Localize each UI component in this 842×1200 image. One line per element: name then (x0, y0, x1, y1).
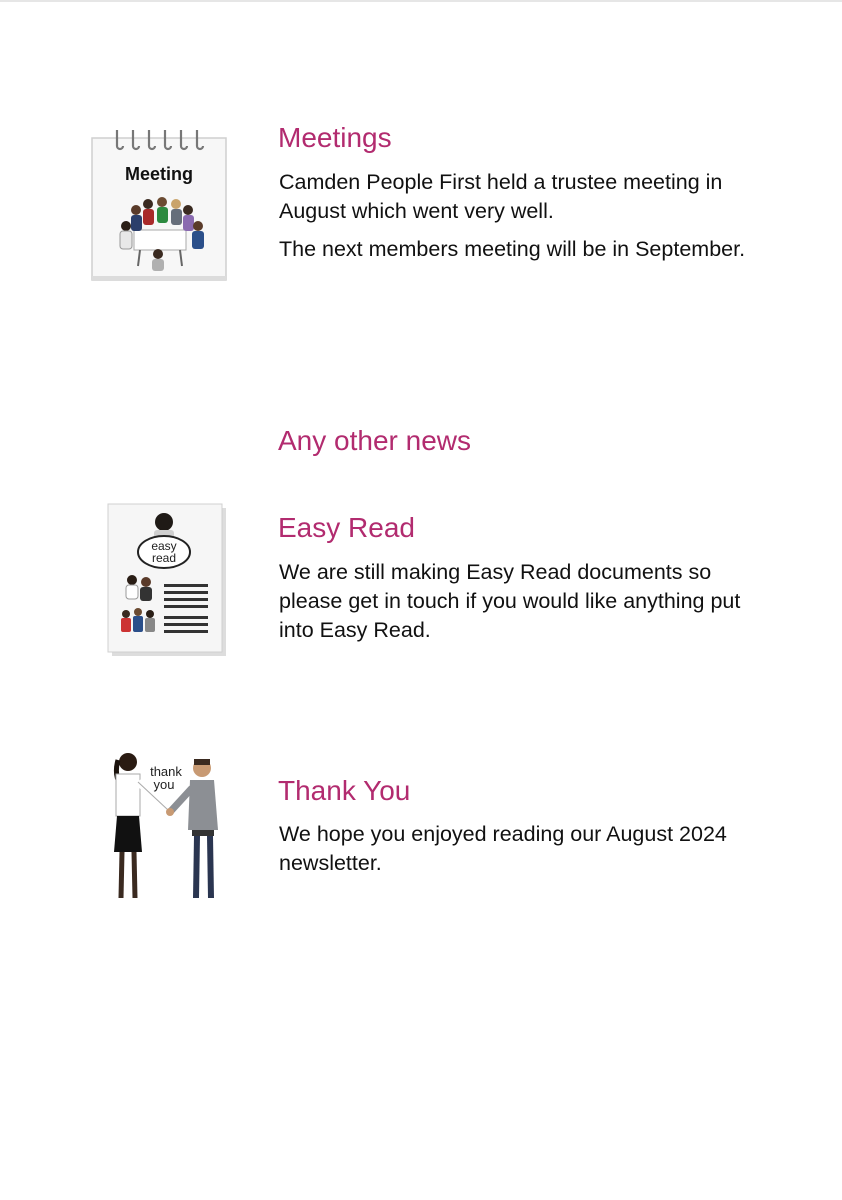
easy-read-paragraph: We are still making Easy Read documents so please get in touch if you would like anything put into Easy Read. (279, 560, 741, 642)
thank-you-icon-label-2: you (153, 777, 175, 792)
easy-read-icon-label-1: easy (151, 539, 177, 553)
thank-you-icon-label-1: thank (150, 764, 182, 779)
meeting-icon-label: Meeting (124, 164, 194, 184)
meeting-calendar-icon (88, 126, 230, 284)
easy-read-document-icon (106, 502, 228, 658)
thank-you-heading: Thank You (278, 775, 411, 806)
handshake-icon (104, 748, 232, 908)
meetings-paragraph-1: Camden People First held a trustee meeting in August which went very well. (279, 170, 723, 223)
meetings-heading: Meetings (278, 122, 392, 153)
meetings-paragraph-2: The next members meeting will be in September. (279, 237, 746, 261)
other-news-heading: Any other news (278, 425, 471, 456)
easy-read-heading: Easy Read (278, 512, 415, 543)
thank-you-paragraph: We hope you enjoyed reading our August 2024 newsletter. (279, 822, 727, 875)
page-top-edge (0, 0, 842, 2)
easy-read-icon-label-2: read (151, 551, 177, 565)
